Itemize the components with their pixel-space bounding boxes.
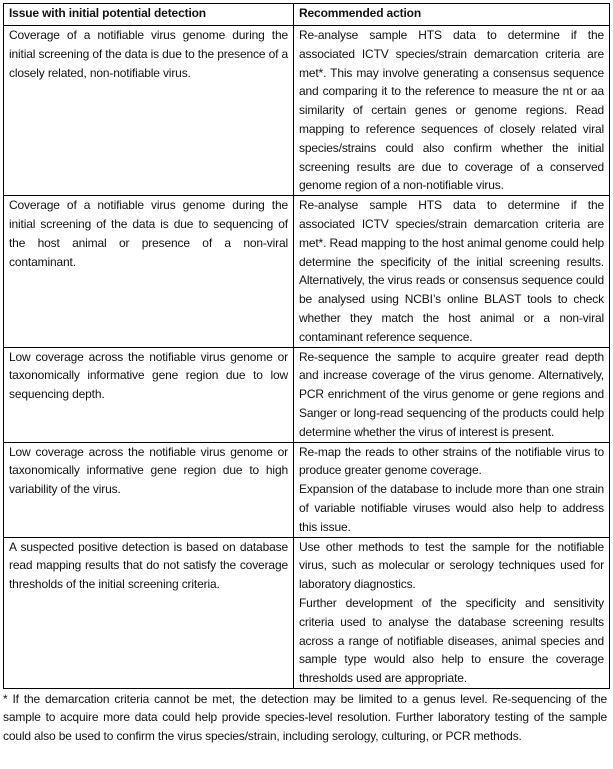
header-issue: Issue with initial potential detection — [4, 4, 294, 26]
table-footnote: * If the demarcation criteria cannot be met, the detection may be limited to a genus level. Re-sequencing of the sample to acquire more data could help provide species-level resolution. Further laboratory testing of the sample could also be used to confirm the virus species/strain, including serology, culturing, or PCR methods. — [3, 691, 607, 744]
action-text: Use other methods to test the sample for the notifiable virus, such as molecular or serology techniques used for laboratory diagnostics. — [299, 539, 604, 592]
detection-issues-table — [3, 3, 610, 689]
action-cell — [294, 442, 610, 537]
action-cell — [294, 26, 610, 196]
issue-cell: Low coverage across the notifiable virus genome or taxonomically informative gene region due to high variability of the virus. — [4, 442, 294, 537]
action-text: Re-map the reads to other strains of the notifiable virus to produce greater genome coverage. — [299, 444, 604, 478]
table-row — [4, 196, 610, 347]
action-text: Expansion of the database to include more than one strain of variable notifiable viruses would also help to address this issue. — [299, 482, 604, 534]
action-cell — [294, 196, 610, 347]
issue-cell: Coverage of a notifiable virus genome during the initial screening of the data is due to sequencing of the host animal or presence of a non-viral contaminant. — [4, 196, 294, 347]
action-text: Further development of the specificity and sensitivity criteria used to analyse the database screening results across a range of notifiable diseases, animal species and sample type would also help to ensure the coverage thresholds used are appropriate. — [299, 595, 604, 686]
table-row — [4, 442, 610, 537]
table-row — [4, 347, 610, 442]
table-row — [4, 537, 610, 688]
table-header-row — [4, 4, 610, 26]
action-text: Re-analyse sample HTS data to determine if the associated ICTV species/strain demarcation criteria are met*. This may involve generating a consensus sequence and comparing it to the reference to measure the nt or aa similarity of certain genes or genome regions. Read mapping to reference sequences of closely related viral species/strains could also confirm whether the initial screening results are due to coverage of a conserved genome region of a non-notifiable virus. — [299, 28, 604, 193]
action-cell — [294, 537, 610, 688]
header-action: Recommended action — [294, 4, 610, 26]
action-text: Re-sequence the sample to acquire greater read depth and increase coverage of the virus genome. Alternatively, PCR enrichment of the virus genome or gene regions and Sanger or long-read sequencing of the products could help determine whether the virus of interest is present. — [299, 349, 604, 439]
action-text: Re-analyse sample HTS data to determine if the associated ICTV species/strain demarcation criteria are met*. Read mapping to the host animal genome could help determine the specificity of the initial screening results. Alternatively, the virus reads or consensus sequence could be analysed using NCBI’s online BLAST tools to check whether they match the host animal or a non-viral contaminant reference sequence. — [299, 198, 604, 344]
issue-cell: A suspected positive detection is based on database read mapping results that do not satisfy the coverage thresholds of the initial screening criteria. — [4, 537, 294, 688]
action-cell — [294, 347, 610, 442]
issue-cell: Coverage of a notifiable virus genome during the initial screening of the data is due to the presence of a closely related, non-notifiable virus. — [4, 26, 294, 196]
issue-cell: Low coverage across the notifiable virus genome or taxonomically informative gene region due to low sequencing depth. — [4, 347, 294, 442]
table-row — [4, 26, 610, 196]
